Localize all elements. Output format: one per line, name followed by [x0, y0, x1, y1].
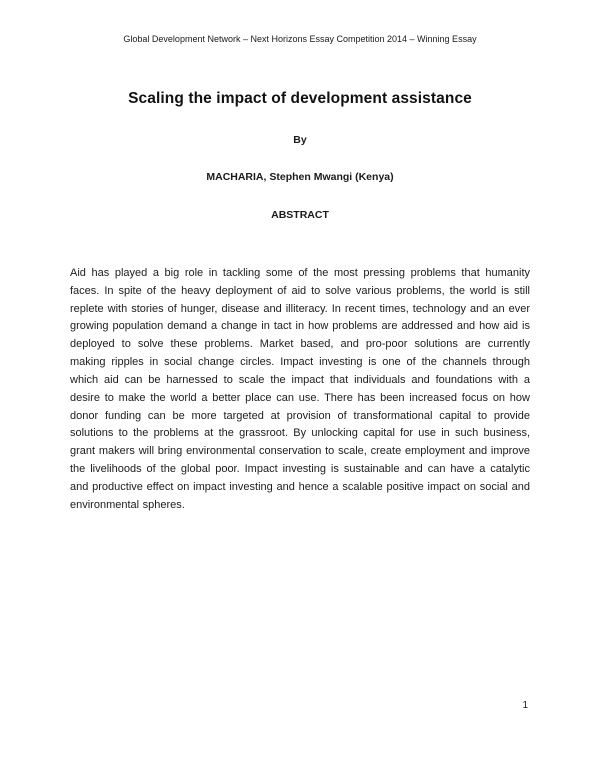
document-title: Scaling the impact of development assistance: [128, 90, 472, 107]
abstract-heading: ABSTRACT: [271, 209, 329, 221]
author-name: MACHARIA, Stephen Mwangi (Kenya): [206, 171, 394, 183]
page-number: 1: [522, 700, 528, 711]
abstract-paragraph: Aid has played a big role in tackling some of the most pressing problems that humanity faces. In spite of the heavy deployment of aid to solve various problems, the world is still replete with stories of hunger, disease and illiteracy. In recent times, technology and an ever growing population demand a change in tact in how problems are addressed and how aid is deployed to solve these problems. Market based, and pro-poor solutions are currently making ripples in social change circles. Impact investing is one of the channels through which aid can be harnessed to scale the impact that individuals and foundations with a desire to make the world a better place can use. There has been increased focus on how donor funding can be more targeted at provision of transformational capital to provide solutions to the problems at the grassroot. By unlocking capital for use in such business, grant makers will bring environmental conservation to scale, create employment and improve the livelihoods of the global poor. Impact investing is sustainable and can have a catalytic and productive effect on impact investing and hence a scalable positive impact on social and environmental spheres.: [70, 267, 530, 511]
byline: By: [293, 134, 307, 146]
document-header: Global Development Network – Next Horizons Essay Competition 2014 – Winning Essay: [123, 34, 477, 44]
